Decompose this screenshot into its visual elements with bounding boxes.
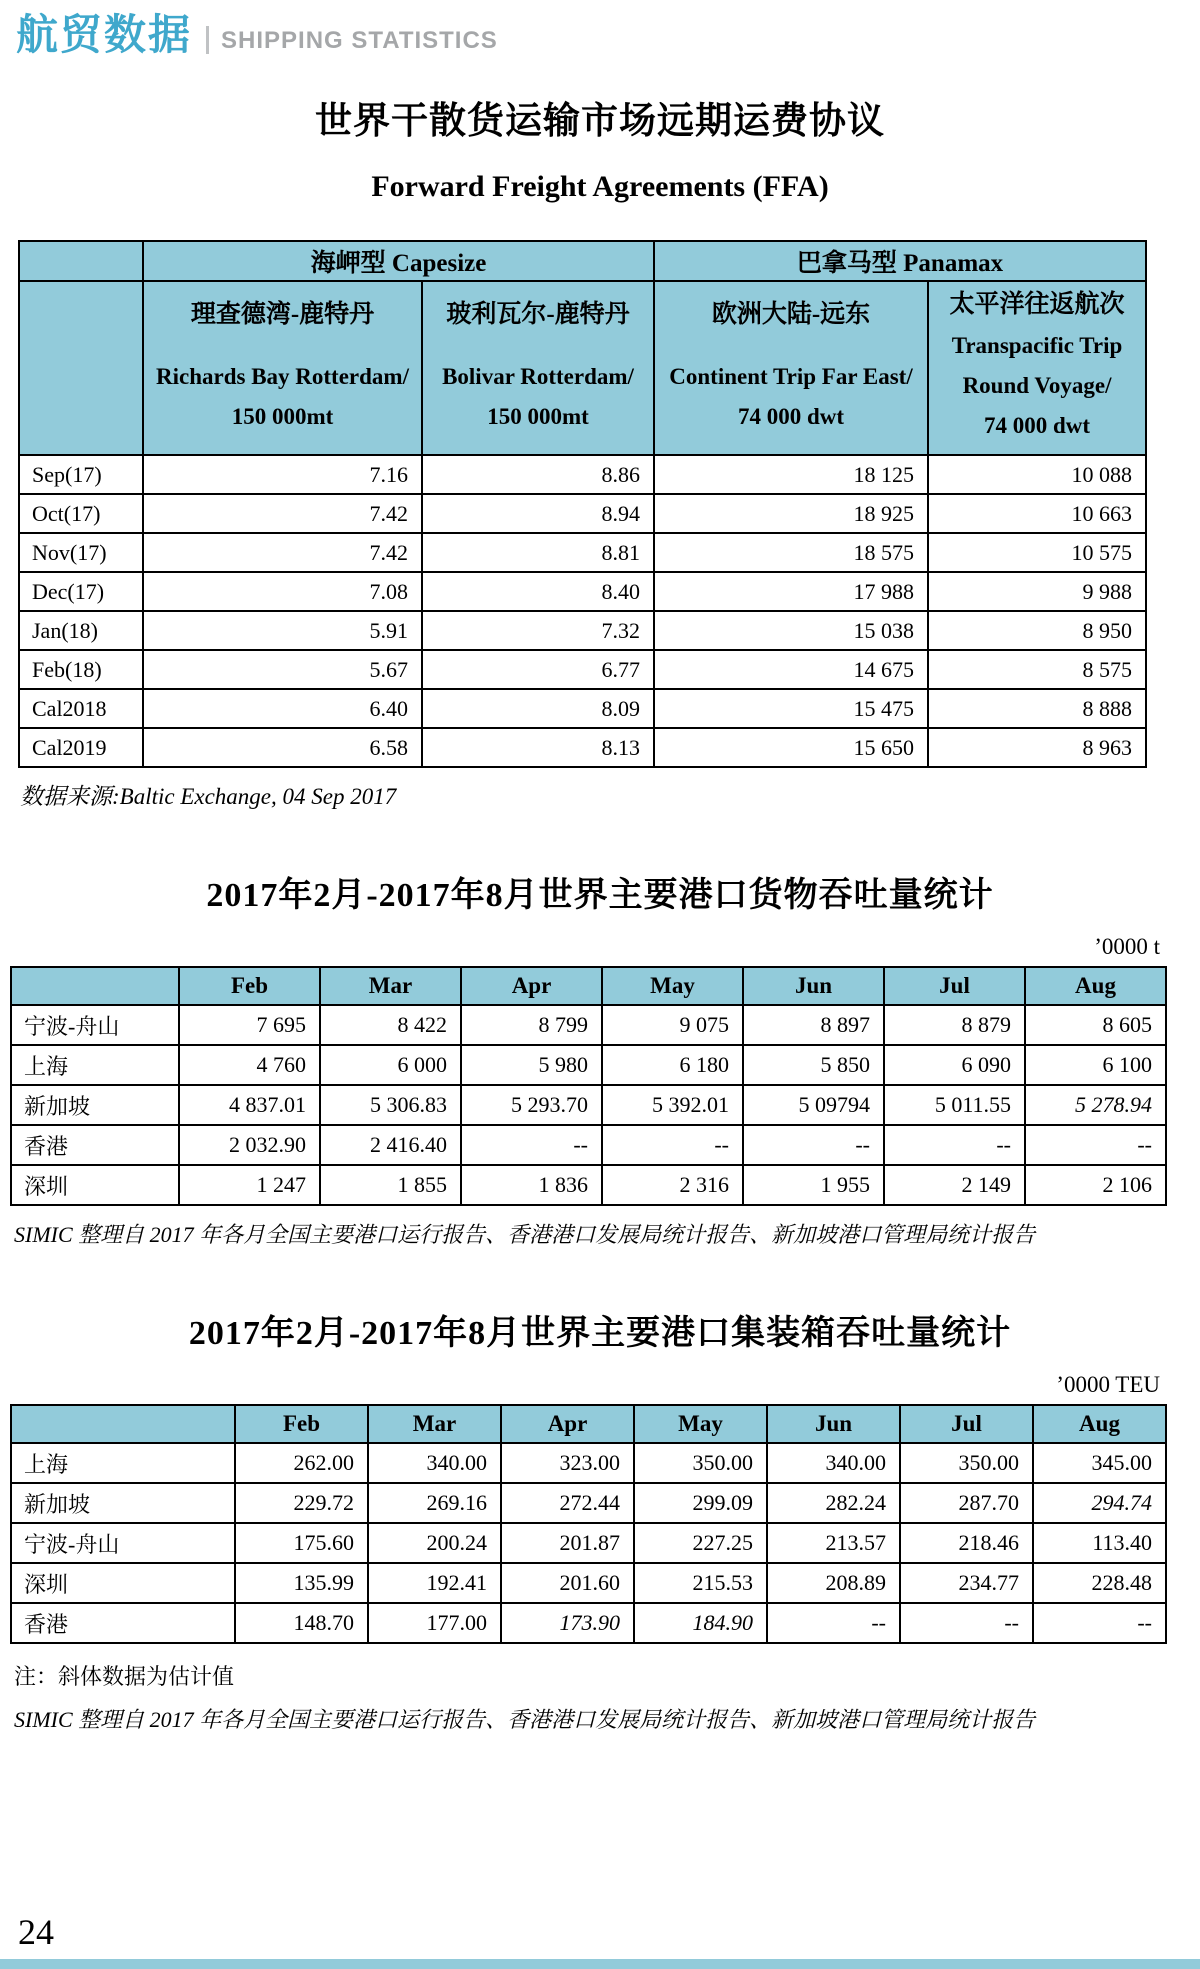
ffa-title-en: Forward Freight Agreements (FFA): [371, 170, 829, 203]
col-header-en: Transpacific Trip: [951, 332, 1123, 358]
italic-estimate-note: 注：斜体数据为估计值: [14, 1664, 235, 1689]
ffa-corner-cell: [19, 281, 143, 455]
ffa-row-label: Cal2018: [19, 689, 143, 728]
col-header-en: Round Voyage/: [962, 373, 1112, 399]
month-header: Apr: [501, 1405, 634, 1443]
container-cell: 201.87: [501, 1523, 634, 1563]
cargo-table: [10, 966, 1167, 1206]
container-row: [11, 1443, 1166, 1483]
container-cell: 213.57: [767, 1523, 900, 1563]
container-cell: 350.00: [900, 1443, 1033, 1483]
cargo-cell: 2 416.40: [320, 1125, 461, 1165]
ffa-cell: 7.08: [143, 572, 422, 611]
col-header-bolivar: [422, 281, 654, 455]
container-corner-cell: [11, 1405, 235, 1443]
container-cell: 299.09: [634, 1483, 767, 1523]
container-cell: 135.99: [235, 1563, 368, 1603]
ffa-cell: 18 125: [654, 455, 928, 494]
cargo-cell: 6 000: [320, 1045, 461, 1085]
port-label: 宁波-舟山: [11, 1523, 235, 1563]
month-header: Mar: [320, 967, 461, 1005]
cargo-row: [11, 1005, 1166, 1045]
cargo-cell: 2 316: [602, 1165, 743, 1205]
brand-divider: [206, 26, 209, 54]
cargo-cell: 8 799: [461, 1005, 602, 1045]
month-header: Mar: [368, 1405, 501, 1443]
ffa-cell: 6.40: [143, 689, 422, 728]
cargo-cell: 4 760: [179, 1045, 320, 1085]
ffa-cell: 7.42: [143, 533, 422, 572]
ffa-cell: 7.32: [422, 611, 654, 650]
ffa-row: [19, 572, 1146, 611]
ffa-cell: 5.91: [143, 611, 422, 650]
container-unit-label: ’0000 TEU: [1056, 1372, 1160, 1397]
cargo-row: [11, 1125, 1166, 1165]
container-cell: 228.48: [1033, 1563, 1166, 1603]
ffa-group-header-row: [19, 241, 1146, 281]
col-header-en: 74 000 dwt: [737, 404, 845, 430]
cargo-cell: 1 855: [320, 1165, 461, 1205]
container-cell-estimated: 184.90: [634, 1603, 767, 1643]
container-header-row: [11, 1405, 1166, 1443]
ffa-corner-cell: [19, 241, 143, 281]
brand-header: [16, 11, 1200, 58]
container-row: [11, 1483, 1166, 1523]
cargo-cell: 5 980: [461, 1045, 602, 1085]
month-header: Jul: [884, 967, 1025, 1005]
cargo-cell: --: [1025, 1125, 1166, 1165]
port-label: 新加坡: [11, 1085, 179, 1125]
ffa-cell: 8 575: [928, 650, 1146, 689]
month-header: Jun: [767, 1405, 900, 1443]
ffa-cell: 10 663: [928, 494, 1146, 533]
col-header-en: Continent Trip Far East/: [669, 364, 913, 389]
cargo-cell: 6 180: [602, 1045, 743, 1085]
month-header: Jun: [743, 967, 884, 1005]
container-cell: 282.24: [767, 1483, 900, 1523]
cargo-cell: 2 032.90: [179, 1125, 320, 1165]
ffa-cell: 10 088: [928, 455, 1146, 494]
container-cell: 323.00: [501, 1443, 634, 1483]
month-header: Apr: [461, 967, 602, 1005]
cargo-corner-cell: [11, 967, 179, 1005]
ffa-cell: 8.13: [422, 728, 654, 767]
ffa-cell: 7.16: [143, 455, 422, 494]
month-header: Jul: [900, 1405, 1033, 1443]
cargo-row: [11, 1165, 1166, 1205]
cargo-cell: 8 879: [884, 1005, 1025, 1045]
cargo-row: [11, 1085, 1166, 1125]
col-header-cn: 玻利瓦尔-鹿特丹: [446, 300, 630, 328]
ffa-cell: 15 650: [654, 728, 928, 767]
port-label: 香港: [11, 1125, 179, 1165]
month-header: Feb: [235, 1405, 368, 1443]
ffa-cell: 9 988: [928, 572, 1146, 611]
port-label: 香港: [11, 1603, 235, 1643]
ffa-row-label: Feb(18): [19, 650, 143, 689]
month-header: May: [602, 967, 743, 1005]
cargo-cell: 1 247: [179, 1165, 320, 1205]
ffa-row: [19, 728, 1146, 767]
container-cell: 177.00: [368, 1603, 501, 1643]
ffa-row: [19, 689, 1146, 728]
month-header: Aug: [1033, 1405, 1166, 1443]
container-cell: --: [767, 1603, 900, 1643]
container-row: [11, 1523, 1166, 1563]
container-cell: 350.00: [634, 1443, 767, 1483]
group-header-panamax: 巴拿马型 Panamax: [654, 241, 1146, 281]
container-cell: 148.70: [235, 1603, 368, 1643]
col-header-en: Bolivar Rotterdam/: [442, 364, 634, 389]
ffa-cell: 15 038: [654, 611, 928, 650]
ffa-row-label: Oct(17): [19, 494, 143, 533]
col-header-cn: 理查德湾-鹿特丹: [190, 300, 375, 328]
container-cell-estimated: 294.74: [1033, 1483, 1166, 1523]
container-cell: 113.40: [1033, 1523, 1166, 1563]
ffa-cell: 18 575: [654, 533, 928, 572]
container-cell: --: [900, 1603, 1033, 1643]
cargo-cell: 1 955: [743, 1165, 884, 1205]
cargo-cell: 7 695: [179, 1005, 320, 1045]
ffa-row-label: Cal2019: [19, 728, 143, 767]
group-header-capesize: 海岬型 Capesize: [143, 241, 654, 281]
footer-bar: [0, 1959, 1200, 1969]
ffa-row: [19, 533, 1146, 572]
ffa-row: [19, 611, 1146, 650]
ffa-source-note: 数据来源:Baltic Exchange, 04 Sep 2017: [20, 784, 397, 809]
container-cell-estimated: 173.90: [501, 1603, 634, 1643]
container-cell: 201.60: [501, 1563, 634, 1603]
container-cell: 340.00: [767, 1443, 900, 1483]
ffa-row-label: Sep(17): [19, 455, 143, 494]
port-label: 深圳: [11, 1165, 179, 1205]
cargo-cell: --: [743, 1125, 884, 1165]
month-header: Feb: [179, 967, 320, 1005]
ffa-cell: 8.86: [422, 455, 654, 494]
cargo-cell: 5 011.55: [884, 1085, 1025, 1125]
ffa-cell: 7.42: [143, 494, 422, 533]
ffa-cell: 6.77: [422, 650, 654, 689]
container-title: 2017年2月-2017年8月世界主要港口集装箱吞吐量统计: [188, 1315, 1012, 1352]
port-label: 新加坡: [11, 1483, 235, 1523]
container-source-note: SIMIC 整理自 2017 年各月全国主要港口运行报告、香港港口发展局统计报告、新加坡港口管理局统计报告: [14, 1707, 1036, 1732]
cargo-cell: 5 306.83: [320, 1085, 461, 1125]
cargo-cell: 6 090: [884, 1045, 1025, 1085]
port-label: 上海: [11, 1443, 235, 1483]
container-row: [11, 1563, 1166, 1603]
cargo-cell: 4 837.01: [179, 1085, 320, 1125]
ffa-cell: 15 475: [654, 689, 928, 728]
ffa-table: [18, 240, 1147, 768]
container-cell: 272.44: [501, 1483, 634, 1523]
cargo-cell: --: [602, 1125, 743, 1165]
cargo-cell: 1 836: [461, 1165, 602, 1205]
port-label: 上海: [11, 1045, 179, 1085]
cargo-cell: 8 422: [320, 1005, 461, 1045]
ffa-row-label: Jan(18): [19, 611, 143, 650]
cargo-row: [11, 1045, 1166, 1085]
cargo-header-row: [11, 967, 1166, 1005]
port-label: 宁波-舟山: [11, 1005, 179, 1045]
container-cell: 218.46: [900, 1523, 1033, 1563]
port-label: 深圳: [11, 1563, 235, 1603]
cargo-source-note: SIMIC 整理自 2017 年各月全国主要港口运行报告、香港港口发展局统计报告、新加坡港口管理局统计报告: [14, 1222, 1036, 1247]
col-header-cn: 欧洲大陆-远东: [711, 300, 871, 328]
ffa-subheader-row: [19, 281, 1146, 455]
ffa-row: [19, 494, 1146, 533]
ffa-cell: 14 675: [654, 650, 928, 689]
cargo-title: 2017年2月-2017年8月世界主要港口货物吞吐量统计: [206, 877, 994, 914]
ffa-title-cn: 世界干散货运输市场远期运费协议: [315, 101, 885, 142]
cargo-cell: 5 293.70: [461, 1085, 602, 1125]
ffa-cell: 5.67: [143, 650, 422, 689]
ffa-cell: 8 950: [928, 611, 1146, 650]
col-header-en: 150 000mt: [231, 404, 334, 430]
container-cell: 287.70: [900, 1483, 1033, 1523]
ffa-cell: 10 575: [928, 533, 1146, 572]
brand-title-en: SHIPPING STATISTICS: [221, 27, 498, 54]
ffa-cell: 8.81: [422, 533, 654, 572]
col-header-transpacific: [928, 281, 1146, 455]
ffa-row: [19, 650, 1146, 689]
col-header-richards-bay: [143, 281, 422, 455]
cargo-cell: 9 075: [602, 1005, 743, 1045]
ffa-cell: 6.58: [143, 728, 422, 767]
container-cell: 340.00: [368, 1443, 501, 1483]
container-cell: 229.72: [235, 1483, 368, 1523]
cargo-cell: 5 392.01: [602, 1085, 743, 1125]
cargo-cell-estimated: 5 278.94: [1025, 1085, 1166, 1125]
container-cell: 208.89: [767, 1563, 900, 1603]
container-cell: 227.25: [634, 1523, 767, 1563]
cargo-unit-label: ’0000 t: [1094, 934, 1160, 959]
cargo-cell: 2 106: [1025, 1165, 1166, 1205]
container-table: [10, 1404, 1167, 1644]
col-header-en: 74 000 dwt: [983, 413, 1091, 439]
container-cell: 269.16: [368, 1483, 501, 1523]
ffa-row-label: Dec(17): [19, 572, 143, 611]
cargo-cell: 5 09794: [743, 1085, 884, 1125]
month-header: May: [634, 1405, 767, 1443]
ffa-cell: 8.94: [422, 494, 654, 533]
container-cell: 215.53: [634, 1563, 767, 1603]
container-cell: 234.77: [900, 1563, 1033, 1603]
container-row: [11, 1603, 1166, 1643]
container-cell: 345.00: [1033, 1443, 1166, 1483]
ffa-cell: 18 925: [654, 494, 928, 533]
col-header-en: 150 000mt: [487, 404, 589, 430]
cargo-cell: --: [461, 1125, 602, 1165]
cargo-cell: --: [884, 1125, 1025, 1165]
col-header-cn: 太平洋往返航次: [949, 291, 1125, 319]
ffa-cell: 17 988: [654, 572, 928, 611]
cargo-cell: 6 100: [1025, 1045, 1166, 1085]
container-cell: 175.60: [235, 1523, 368, 1563]
col-header-en: Richards Bay Rotterdam/: [156, 364, 409, 389]
month-header: Aug: [1025, 967, 1166, 1005]
ffa-row-label: Nov(17): [19, 533, 143, 572]
ffa-cell: 8 963: [928, 728, 1146, 767]
container-cell: --: [1033, 1603, 1166, 1643]
cargo-cell: 2 149: [884, 1165, 1025, 1205]
cargo-cell: 8 605: [1025, 1005, 1166, 1045]
cargo-cell: 8 897: [743, 1005, 884, 1045]
cargo-cell: 5 850: [743, 1045, 884, 1085]
ffa-cell: 8.09: [422, 689, 654, 728]
col-header-continent: [654, 281, 928, 455]
ffa-row: [19, 455, 1146, 494]
brand-title-cn: 航贸数据: [16, 11, 193, 58]
container-cell: 192.41: [368, 1563, 501, 1603]
ffa-cell: 8.40: [422, 572, 654, 611]
container-cell: 262.00: [235, 1443, 368, 1483]
page-number: 24: [18, 1912, 54, 1952]
container-cell: 200.24: [368, 1523, 501, 1563]
ffa-cell: 8 888: [928, 689, 1146, 728]
